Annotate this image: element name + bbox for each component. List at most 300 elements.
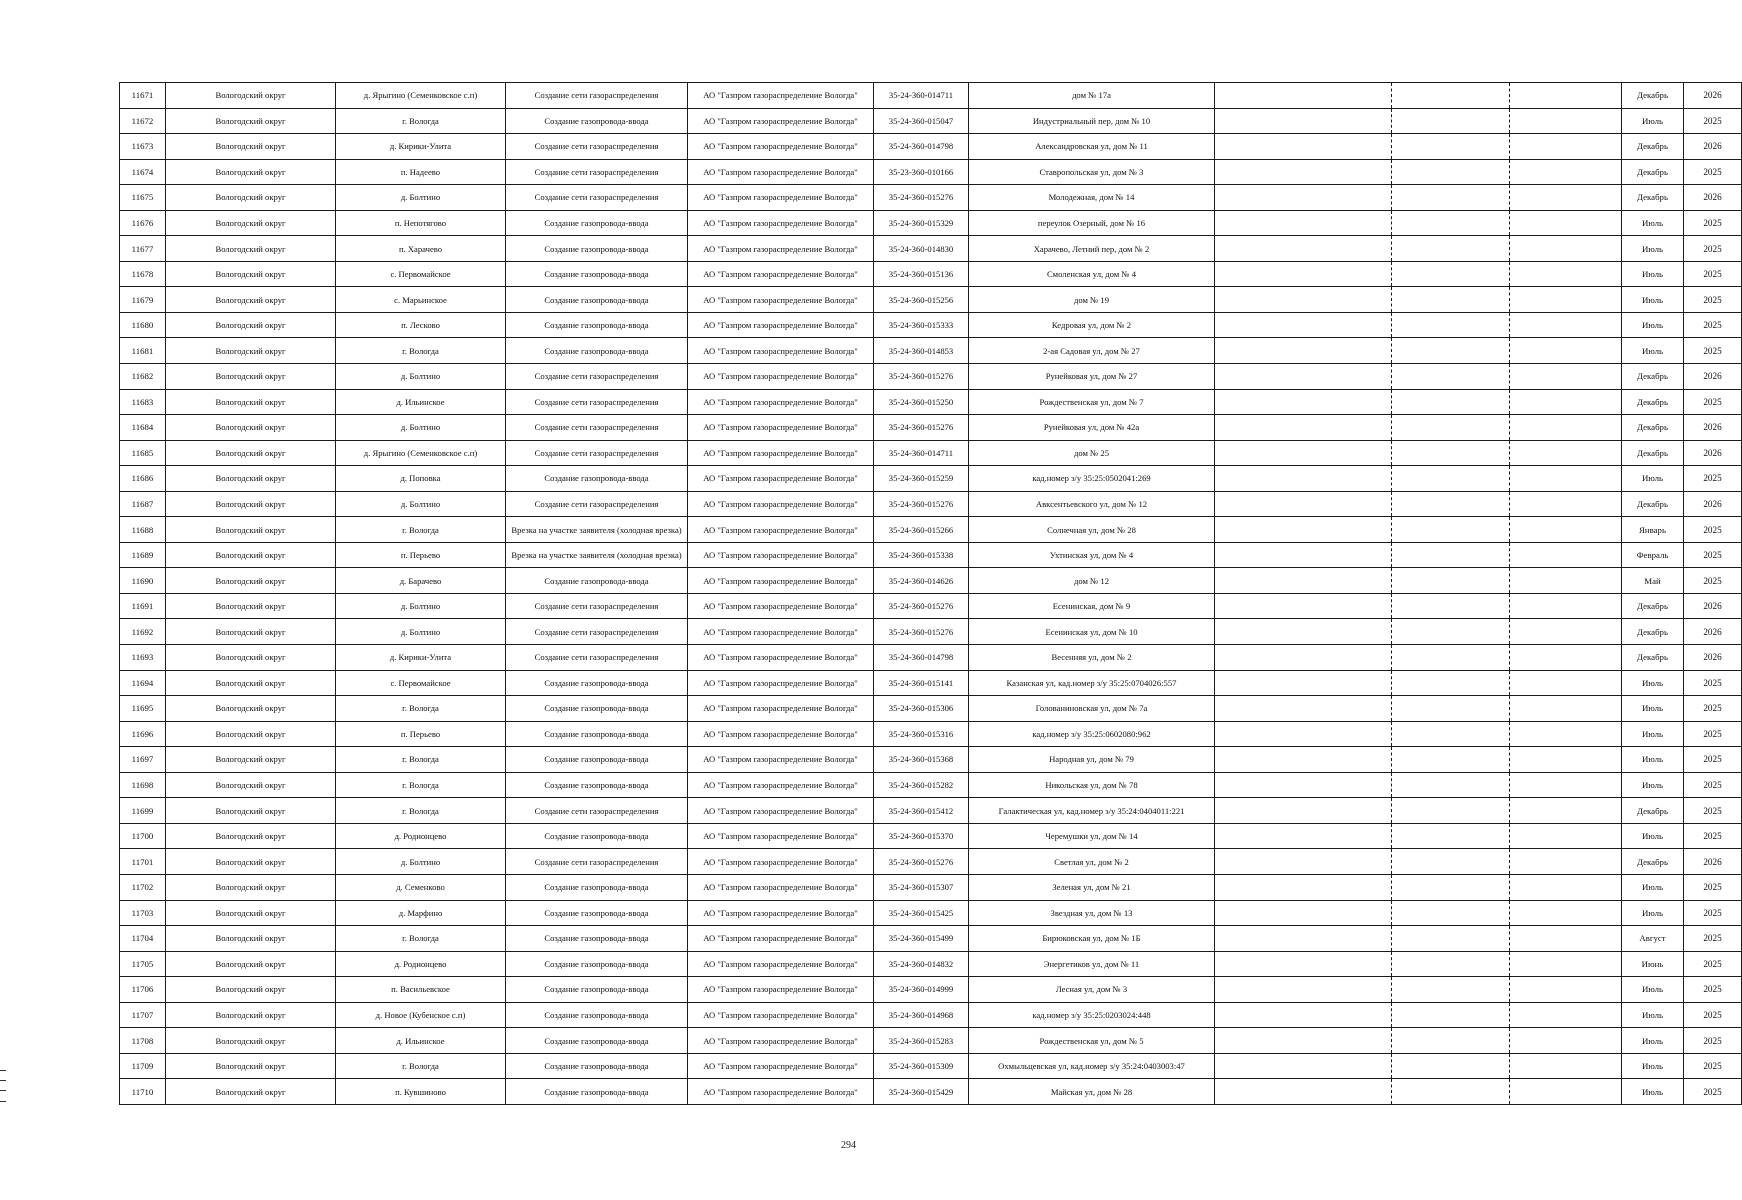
cell-work-type: Создание газопровода-ввода [506, 108, 688, 134]
cell-month: Июль [1622, 747, 1684, 773]
cell-empty [1392, 798, 1510, 824]
cell-empty [1510, 312, 1622, 338]
cell-year: 2025 [1684, 542, 1742, 568]
cell-month: Декабрь [1622, 593, 1684, 619]
cell-month: Декабрь [1622, 619, 1684, 645]
cell-district: Вологодский округ [166, 1053, 336, 1079]
cell-year: 2025 [1684, 159, 1742, 185]
cell-work-type: Создание сети газораспределения [506, 415, 688, 441]
cell-empty [1510, 338, 1622, 364]
cell-year: 2025 [1684, 772, 1742, 798]
cell-month: Август [1622, 926, 1684, 952]
cell-code: 35-24-360-015309 [874, 1053, 969, 1079]
cell-empty [1215, 645, 1392, 671]
cell-address: 2-ая Садовая ул, дом № 27 [969, 338, 1215, 364]
cell-locality: с. Первомайское [336, 670, 506, 696]
cell-year: 2025 [1684, 236, 1742, 262]
cell-code: 35-24-360-015329 [874, 210, 969, 236]
cell-organization: АО "Газпром газораспределение Вологда" [688, 1053, 874, 1079]
cell-work-type: Создание газопровода-ввода [506, 568, 688, 594]
cell-empty [1392, 1053, 1510, 1079]
cell-organization: АО "Газпром газораспределение Вологда" [688, 491, 874, 517]
cell-work-type: Создание газопровода-ввода [506, 900, 688, 926]
cell-locality: д. Родионцево [336, 823, 506, 849]
cell-code: 35-24-360-015250 [874, 389, 969, 415]
table-row [120, 261, 1742, 287]
cell-empty [1392, 415, 1510, 441]
table-row [120, 823, 1742, 849]
cell-work-type: Создание газопровода-ввода [506, 772, 688, 798]
cell-number: 11693 [120, 645, 166, 671]
cell-work-type: Создание газопровода-ввода [506, 1053, 688, 1079]
cell-organization: АО "Газпром газораспределение Вологда" [688, 1002, 874, 1028]
cell-year: 2025 [1684, 977, 1742, 1003]
cell-district: Вологодский округ [166, 1028, 336, 1054]
cell-month: Июль [1622, 823, 1684, 849]
cell-empty [1392, 491, 1510, 517]
cell-code: 35-24-360-014832 [874, 951, 969, 977]
cell-work-type: Создание сети газораспределения [506, 83, 688, 109]
cell-empty [1392, 568, 1510, 594]
cell-locality: д. Ильинское [336, 389, 506, 415]
cell-year: 2026 [1684, 415, 1742, 441]
cell-code: 35-24-360-014968 [874, 1002, 969, 1028]
table-row [120, 542, 1742, 568]
cell-locality: п. Непотягово [336, 210, 506, 236]
cell-empty [1510, 159, 1622, 185]
cell-empty [1510, 517, 1622, 543]
cell-organization: АО "Газпром газораспределение Вологда" [688, 389, 874, 415]
cell-work-type: Врезка на участке заявителя (холодная врезка) [506, 517, 688, 543]
cell-address: Есенинская, дом № 9 [969, 593, 1215, 619]
cell-district: Вологодский округ [166, 593, 336, 619]
cell-empty [1392, 466, 1510, 492]
cell-district: Вологодский округ [166, 364, 336, 390]
cell-work-type: Создание газопровода-ввода [506, 823, 688, 849]
cell-year: 2025 [1684, 747, 1742, 773]
cell-month: Январь [1622, 517, 1684, 543]
cell-empty [1510, 134, 1622, 160]
table-row [120, 619, 1742, 645]
cell-year: 2025 [1684, 1053, 1742, 1079]
cell-year: 2025 [1684, 108, 1742, 134]
cell-month: Июль [1622, 874, 1684, 900]
cell-year: 2025 [1684, 338, 1742, 364]
cell-empty [1392, 210, 1510, 236]
cell-empty [1215, 517, 1392, 543]
cell-code: 35-24-360-014830 [874, 236, 969, 262]
cell-empty [1392, 542, 1510, 568]
cell-address: переулок Озерный, дом № 16 [969, 210, 1215, 236]
cell-code: 35-24-360-015276 [874, 619, 969, 645]
cell-empty [1392, 440, 1510, 466]
cell-month: Июль [1622, 696, 1684, 722]
cell-district: Вологодский округ [166, 874, 336, 900]
cell-empty [1215, 798, 1392, 824]
cell-work-type: Создание газопровода-ввода [506, 977, 688, 1003]
cell-district: Вологодский округ [166, 415, 336, 441]
cell-empty [1510, 1053, 1622, 1079]
cell-address: Энергетиков ул, дом № 11 [969, 951, 1215, 977]
cell-empty [1215, 108, 1392, 134]
cell-empty [1392, 83, 1510, 109]
cell-empty [1392, 696, 1510, 722]
cell-work-type: Создание сети газораспределения [506, 185, 688, 211]
cell-empty [1215, 900, 1392, 926]
cell-work-type: Создание сети газораспределения [506, 645, 688, 671]
cell-address: Народная ул, дом № 79 [969, 747, 1215, 773]
cell-month: Июль [1622, 1002, 1684, 1028]
cell-month: Декабрь [1622, 134, 1684, 160]
cell-locality: г. Вологда [336, 1053, 506, 1079]
table-row [120, 389, 1742, 415]
cell-organization: АО "Газпром газораспределение Вологда" [688, 849, 874, 875]
cell-work-type: Создание газопровода-ввода [506, 312, 688, 338]
cell-year: 2025 [1684, 1002, 1742, 1028]
cell-empty [1392, 517, 1510, 543]
cell-locality: п. Васильевское [336, 977, 506, 1003]
cell-district: Вологодский округ [166, 951, 336, 977]
cell-code: 35-24-360-015316 [874, 721, 969, 747]
cell-organization: АО "Газпром газораспределение Вологда" [688, 440, 874, 466]
table-row [120, 312, 1742, 338]
cell-empty [1510, 696, 1622, 722]
cell-number: 11704 [120, 926, 166, 952]
cell-month: Декабрь [1622, 389, 1684, 415]
cell-organization: АО "Газпром газораспределение Вологда" [688, 798, 874, 824]
cell-number: 11672 [120, 108, 166, 134]
table-row [120, 236, 1742, 262]
cell-district: Вологодский округ [166, 926, 336, 952]
cell-month: Июль [1622, 1028, 1684, 1054]
cell-year: 2026 [1684, 619, 1742, 645]
cell-empty [1215, 926, 1392, 952]
cell-organization: АО "Газпром газораспределение Вологда" [688, 619, 874, 645]
cell-month: Декабрь [1622, 798, 1684, 824]
cell-district: Вологодский округ [166, 338, 336, 364]
cell-code: 35-24-360-015307 [874, 874, 969, 900]
table-row [120, 466, 1742, 492]
cell-year: 2025 [1684, 900, 1742, 926]
cell-organization: АО "Газпром газораспределение Вологда" [688, 108, 874, 134]
table-row [120, 900, 1742, 926]
cell-number: 11678 [120, 261, 166, 287]
cell-month: Декабрь [1622, 159, 1684, 185]
cell-month: Июнь [1622, 951, 1684, 977]
cell-empty [1215, 1053, 1392, 1079]
cell-month: Декабрь [1622, 849, 1684, 875]
cell-organization: АО "Газпром газораспределение Вологда" [688, 721, 874, 747]
cell-locality: г. Вологда [336, 926, 506, 952]
table-row [120, 83, 1742, 109]
cell-empty [1510, 951, 1622, 977]
cell-address: Зеленая ул, дом № 21 [969, 874, 1215, 900]
cell-year: 2025 [1684, 389, 1742, 415]
cell-locality: д. Семенково [336, 874, 506, 900]
cell-number: 11687 [120, 491, 166, 517]
cell-empty [1510, 1079, 1622, 1105]
cell-number: 11709 [120, 1053, 166, 1079]
cell-locality: д. Родионцево [336, 951, 506, 977]
cell-organization: АО "Газпром газораспределение Вологда" [688, 977, 874, 1003]
cell-work-type: Создание газопровода-ввода [506, 1028, 688, 1054]
cell-address: Солнечная ул, дом № 28 [969, 517, 1215, 543]
cell-empty [1510, 287, 1622, 313]
cell-locality: д. Новое (Кубенское с.п) [336, 1002, 506, 1028]
cell-empty [1392, 1028, 1510, 1054]
cell-empty [1510, 670, 1622, 696]
scan-edge-mark [0, 1070, 6, 1102]
cell-empty [1392, 645, 1510, 671]
cell-empty [1215, 210, 1392, 236]
cell-locality: д. Ярыгино (Семенковское с.п) [336, 440, 506, 466]
cell-district: Вологодский округ [166, 849, 336, 875]
cell-work-type: Врезка на участке заявителя (холодная врезка) [506, 542, 688, 568]
cell-empty [1510, 874, 1622, 900]
cell-year: 2026 [1684, 134, 1742, 160]
cell-work-type: Создание сети газораспределения [506, 364, 688, 390]
cell-work-type: Создание сети газораспределения [506, 491, 688, 517]
cell-organization: АО "Газпром газораспределение Вологда" [688, 517, 874, 543]
cell-empty [1215, 772, 1392, 798]
cell-address: Рождественская ул, дом № 5 [969, 1028, 1215, 1054]
cell-code: 35-24-360-015338 [874, 542, 969, 568]
table-row [120, 645, 1742, 671]
table-row [120, 721, 1742, 747]
cell-empty [1215, 1079, 1392, 1105]
cell-number: 11699 [120, 798, 166, 824]
cell-number: 11674 [120, 159, 166, 185]
cell-empty [1510, 466, 1622, 492]
cell-number: 11682 [120, 364, 166, 390]
cell-address: Галактическая ул, кад.номер з/у 35:24:0404011:221 [969, 798, 1215, 824]
cell-work-type: Создание газопровода-ввода [506, 747, 688, 773]
cell-address: Казанская ул, кад.номер з/у 35:25:0704026:557 [969, 670, 1215, 696]
cell-empty [1215, 951, 1392, 977]
cell-year: 2025 [1684, 926, 1742, 952]
cell-district: Вологодский округ [166, 977, 336, 1003]
cell-organization: АО "Газпром газораспределение Вологда" [688, 1028, 874, 1054]
cell-empty [1510, 389, 1622, 415]
cell-work-type: Создание сети газораспределения [506, 593, 688, 619]
cell-organization: АО "Газпром газораспределение Вологда" [688, 1079, 874, 1105]
cell-district: Вологодский округ [166, 798, 336, 824]
cell-code: 35-24-360-015276 [874, 491, 969, 517]
cell-number: 11698 [120, 772, 166, 798]
cell-address: дом № 25 [969, 440, 1215, 466]
cell-number: 11688 [120, 517, 166, 543]
cell-district: Вологодский округ [166, 389, 336, 415]
cell-work-type: Создание газопровода-ввода [506, 466, 688, 492]
cell-code: 35-24-360-015412 [874, 798, 969, 824]
cell-district: Вологодский округ [166, 1079, 336, 1105]
cell-empty [1510, 772, 1622, 798]
cell-empty [1215, 415, 1392, 441]
cell-district: Вологодский округ [166, 696, 336, 722]
cell-code: 35-24-360-015276 [874, 185, 969, 211]
table-row [120, 772, 1742, 798]
cell-month: Июль [1622, 210, 1684, 236]
cell-code: 35-24-360-015266 [874, 517, 969, 543]
cell-code: 35-24-360-015276 [874, 849, 969, 875]
cell-locality: д. Ярыгино (Семенковское с.п) [336, 83, 506, 109]
cell-locality: г. Вологда [336, 696, 506, 722]
table-row [120, 670, 1742, 696]
cell-empty [1392, 874, 1510, 900]
cell-address: Голованиновская ул, дом № 7а [969, 696, 1215, 722]
cell-empty [1510, 593, 1622, 619]
cell-address: Светлая ул, дом № 2 [969, 849, 1215, 875]
cell-empty [1215, 338, 1392, 364]
cell-district: Вологодский округ [166, 210, 336, 236]
cell-address: Охмыльцевская ул, кад.номер з/у 35:24:0403003:47 [969, 1053, 1215, 1079]
cell-month: Декабрь [1622, 440, 1684, 466]
cell-district: Вологодский округ [166, 517, 336, 543]
cell-empty [1510, 491, 1622, 517]
cell-code: 35-23-360-010166 [874, 159, 969, 185]
cell-district: Вологодский округ [166, 185, 336, 211]
cell-empty [1510, 185, 1622, 211]
cell-empty [1392, 721, 1510, 747]
cell-organization: АО "Газпром газораспределение Вологда" [688, 415, 874, 441]
cell-year: 2025 [1684, 261, 1742, 287]
cell-number: 11675 [120, 185, 166, 211]
cell-code: 35-24-360-015259 [874, 466, 969, 492]
cell-locality: г. Вологда [336, 798, 506, 824]
cell-district: Вологодский округ [166, 823, 336, 849]
cell-empty [1215, 159, 1392, 185]
cell-locality: д. Кирики-Улита [336, 645, 506, 671]
cell-locality: г. Вологда [336, 338, 506, 364]
cell-empty [1510, 108, 1622, 134]
cell-empty [1215, 312, 1392, 338]
cell-address: Лесная ул, дом № 3 [969, 977, 1215, 1003]
cell-code: 35-24-360-015141 [874, 670, 969, 696]
cell-address: кад.номер з/у 35:25:0602080:962 [969, 721, 1215, 747]
cell-year: 2025 [1684, 798, 1742, 824]
cell-empty [1510, 210, 1622, 236]
cell-empty [1392, 185, 1510, 211]
cell-empty [1510, 261, 1622, 287]
cell-organization: АО "Газпром газораспределение Вологда" [688, 542, 874, 568]
cell-organization: АО "Газпром газораспределение Вологда" [688, 568, 874, 594]
cell-code: 35-24-360-015276 [874, 593, 969, 619]
cell-empty [1392, 849, 1510, 875]
cell-work-type: Создание газопровода-ввода [506, 236, 688, 262]
cell-empty [1215, 466, 1392, 492]
cell-organization: АО "Газпром газораспределение Вологда" [688, 364, 874, 390]
cell-code: 35-24-360-014711 [874, 440, 969, 466]
table-row [120, 491, 1742, 517]
cell-empty [1510, 542, 1622, 568]
cell-empty [1215, 670, 1392, 696]
cell-address: дом № 19 [969, 287, 1215, 313]
cell-empty [1510, 926, 1622, 952]
table-row [120, 798, 1742, 824]
cell-empty [1510, 619, 1622, 645]
cell-number: 11686 [120, 466, 166, 492]
cell-address: Индустриальный пер, дом № 10 [969, 108, 1215, 134]
table-row [120, 696, 1742, 722]
cell-year: 2026 [1684, 83, 1742, 109]
table-row [120, 287, 1742, 313]
cell-empty [1392, 312, 1510, 338]
cell-locality: г. Вологда [336, 517, 506, 543]
cell-district: Вологодский округ [166, 1002, 336, 1028]
cell-organization: АО "Газпром газораспределение Вологда" [688, 645, 874, 671]
cell-year: 2025 [1684, 568, 1742, 594]
cell-month: Июль [1622, 312, 1684, 338]
cell-empty [1392, 338, 1510, 364]
cell-year: 2025 [1684, 1028, 1742, 1054]
cell-district: Вологодский округ [166, 134, 336, 160]
cell-number: 11696 [120, 721, 166, 747]
cell-year: 2025 [1684, 823, 1742, 849]
cell-empty [1215, 236, 1392, 262]
cell-number: 11673 [120, 134, 166, 160]
cell-organization: АО "Газпром газораспределение Вологда" [688, 312, 874, 338]
cell-empty [1510, 900, 1622, 926]
cell-address: Черемушки ул, дом № 14 [969, 823, 1215, 849]
cell-empty [1510, 1002, 1622, 1028]
cell-month: Июль [1622, 466, 1684, 492]
table-row [120, 849, 1742, 875]
cell-address: Звездная ул, дом № 13 [969, 900, 1215, 926]
cell-number: 11697 [120, 747, 166, 773]
cell-locality: д. Поповка [336, 466, 506, 492]
cell-empty [1215, 261, 1392, 287]
cell-locality: п. Надеево [336, 159, 506, 185]
cell-empty [1510, 440, 1622, 466]
cell-organization: АО "Газпром газораспределение Вологда" [688, 261, 874, 287]
cell-address: Кедровая ул, дом № 2 [969, 312, 1215, 338]
cell-work-type: Создание сети газораспределения [506, 134, 688, 160]
cell-year: 2026 [1684, 440, 1742, 466]
cell-code: 35-24-360-014798 [874, 134, 969, 160]
cell-month: Декабрь [1622, 364, 1684, 390]
table-row [120, 338, 1742, 364]
cell-month: Июль [1622, 236, 1684, 262]
cell-locality: д. Марфино [336, 900, 506, 926]
cell-work-type: Создание сети газораспределения [506, 159, 688, 185]
table-body [120, 83, 1742, 1105]
cell-locality: д. Болтино [336, 849, 506, 875]
cell-empty [1510, 823, 1622, 849]
cell-number: 11694 [120, 670, 166, 696]
table-row [120, 108, 1742, 134]
cell-work-type: Создание газопровода-ввода [506, 261, 688, 287]
cell-number: 11676 [120, 210, 166, 236]
table-row [120, 364, 1742, 390]
cell-month: Декабрь [1622, 645, 1684, 671]
table-row [120, 415, 1742, 441]
cell-code: 35-24-360-015370 [874, 823, 969, 849]
cell-organization: АО "Газпром газораспределение Вологда" [688, 593, 874, 619]
cell-locality: г. Вологда [336, 747, 506, 773]
table-row [120, 977, 1742, 1003]
cell-locality: д. Ильинское [336, 1028, 506, 1054]
cell-organization: АО "Газпром газораспределение Вологда" [688, 83, 874, 109]
cell-empty [1215, 977, 1392, 1003]
cell-locality: д. Болтино [336, 593, 506, 619]
cell-locality: п. Харачево [336, 236, 506, 262]
cell-empty [1392, 236, 1510, 262]
cell-year: 2025 [1684, 1079, 1742, 1105]
cell-empty [1510, 83, 1622, 109]
cell-year: 2026 [1684, 185, 1742, 211]
cell-year: 2025 [1684, 874, 1742, 900]
cell-number: 11691 [120, 593, 166, 619]
